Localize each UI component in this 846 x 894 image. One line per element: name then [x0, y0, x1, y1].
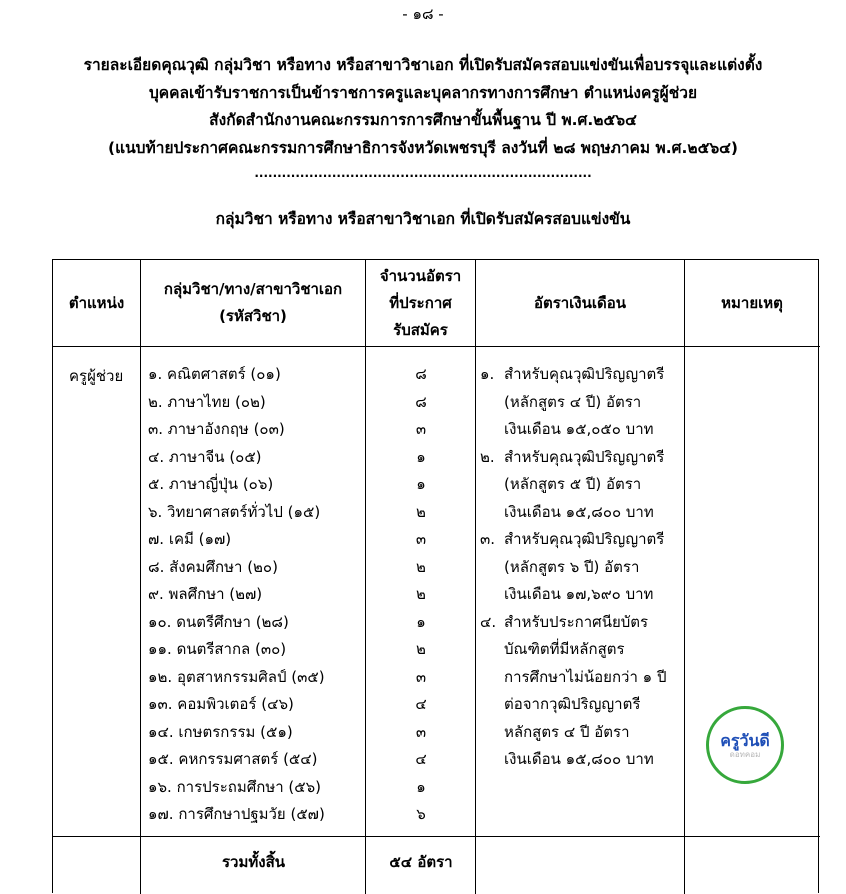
subject-item: ๑๕. คหกรรมศาสตร์ (๕๔) — [148, 750, 318, 768]
salary-item-number: ๔. — [480, 612, 497, 631]
count-value: ๒ — [416, 585, 426, 603]
watermark-logo — [706, 706, 784, 784]
header-line-2: บุคคลเข้ารับราชการเป็นข้าราชการครูและบุคลากรทางการศึกษา ตำแหน่งครูผู้ช่วย — [148, 83, 698, 102]
salary-item-number: ๑. — [480, 365, 495, 383]
header-count-label-2: ที่ประกาศ — [389, 293, 452, 312]
header-subject — [141, 260, 365, 346]
count-value: ๓ — [415, 420, 427, 438]
count-value: ๑ — [416, 447, 426, 466]
header-count-label-3: รับสมัคร — [393, 320, 448, 339]
salary-line: (หลักสูตร ๕ ปี) อัตรา — [504, 475, 642, 493]
section-subtitle: กลุ่มวิชา หรือทาง หรือสาขาวิชาเอก ที่เปิดรับสมัครสอบแข่งขัน — [215, 210, 631, 228]
salary-item — [480, 361, 680, 444]
header-count-label-1: จำนวนอัตรา — [379, 266, 462, 285]
subject-item: ๑๓. คอมพิวเตอร์ (๔๖) — [148, 695, 294, 713]
salary-item-number: ๒. — [480, 447, 495, 466]
header-subject-code-label: (รหัสวิชา) — [219, 307, 287, 325]
header-count — [366, 260, 475, 346]
subject-item: ๑๐. ดนตรีศึกษา (๒๘) — [148, 612, 289, 631]
subject-item: ๑๗. การศึกษาปฐมวัย (๕๗) — [148, 805, 325, 823]
salary-line: เงินเดือน ๑๕,๐๕๐ บาท — [504, 420, 654, 438]
column-divider — [684, 260, 685, 894]
subject-item: ๘. สังคมศึกษา (๒๐) — [148, 557, 278, 576]
salary-line: เงินเดือน ๑๕,๘๐๐ บาท — [504, 750, 654, 768]
total-label: รวมทั้งสิ้น — [222, 853, 285, 871]
salary-list — [480, 361, 680, 774]
subject-item: ๑๑. ดนตรีสากล (๓๐) — [148, 640, 287, 658]
subject-item: ๕. ภาษาญี่ปุ่น (๐๖) — [148, 475, 274, 493]
header-position — [53, 260, 140, 346]
count-value: ๓ — [415, 530, 427, 548]
subject-list — [148, 361, 325, 829]
header-remark-label: หมายเหตุ — [721, 293, 783, 312]
count-value: ๘ — [415, 365, 427, 383]
count-value: ๑ — [416, 612, 426, 631]
column-divider — [140, 260, 141, 894]
header-salary-label: อัตราเงินเดือน — [533, 293, 627, 312]
subject-item: ๑๔. เกษตรกรรม (๕๑) — [148, 722, 293, 741]
dotted-separator: .......................................................................... — [254, 166, 592, 180]
count-value: ๑ — [416, 475, 426, 493]
positions-table — [52, 259, 819, 893]
header-remark — [685, 260, 819, 346]
subject-item: ๓. ภาษาอังกฤษ (๐๓) — [148, 420, 285, 438]
salary-line: การศึกษาไม่น้อยกว่า ๑ ปี — [504, 667, 667, 686]
salary-line: สำหรับคุณวุฒิปริญญาตรี — [504, 447, 665, 466]
page-number: - ๑๘ - — [402, 5, 444, 23]
watermark-brand: ครูวันดี — [720, 730, 770, 750]
salary-line: สำหรับประกาศนียบัตร — [504, 612, 649, 631]
subject-item: ๙. พลศึกษา (๒๗) — [148, 585, 263, 603]
subject-item: ๑๒. อุตสาหกรรมศิลป์ (๓๕) — [148, 667, 325, 686]
subject-item: ๑. คณิตศาสตร์ (๐๑) — [148, 365, 281, 383]
subject-item: ๒. ภาษาไทย (๐๒) — [148, 392, 266, 411]
count-list — [366, 361, 476, 829]
total-row-border — [53, 836, 820, 837]
count-value: ๔ — [415, 750, 427, 768]
count-value: ๒ — [416, 640, 426, 658]
subject-item: ๖. วิทยาศาสตร์ทั่วไป (๑๕) — [148, 502, 321, 521]
salary-line: บัณฑิตที่มีหลักสูตร — [504, 640, 625, 658]
salary-line: สำหรับคุณวุฒิปริญญาตรี — [504, 365, 665, 383]
header-subject-label: กลุ่มวิชา/ทาง/สาขาวิชาเอก — [163, 280, 343, 298]
salary-line: เงินเดือน ๑๕,๘๐๐ บาท — [504, 502, 654, 521]
salary-line: ต่อจากวุฒิปริญญาตรี — [504, 695, 641, 713]
header-line-1: รายละเอียดคุณวุฒิ กลุ่มวิชา หรือทาง หรือสาขาวิชาเอก ที่เปิดรับสมัครสอบแข่งขันเพื่อบรรจุและแต่งตั้ง — [83, 56, 763, 74]
header-position-label: ตำแหน่ง — [68, 293, 125, 312]
subject-item: ๗. เคมี (๑๗) — [148, 530, 232, 548]
salary-item — [480, 444, 680, 527]
count-value: ๔ — [415, 695, 427, 713]
watermark-sub: ดอทคอม — [729, 749, 761, 759]
subject-item: ๑๖. การประถมศึกษา (๕๖) — [148, 777, 322, 796]
count-value: ๓ — [415, 722, 427, 741]
salary-item — [480, 526, 680, 609]
position-cell: ครูผู้ช่วย — [69, 367, 124, 385]
salary-line: (หลักสูตร ๖ ปี) อัตรา — [504, 557, 640, 576]
salary-item — [480, 609, 680, 774]
header-line-3: สังกัดสำนักงานคณะกรรมการการศึกษาขั้นพื้นฐาน ปี พ.ศ.๒๕๖๔ — [209, 111, 637, 129]
salary-line: เงินเดือน ๑๗,๖๙๐ บาท — [504, 585, 654, 603]
salary-item-number: ๓. — [480, 530, 496, 548]
salary-line: (หลักสูตร ๔ ปี) อัตรา — [504, 392, 642, 411]
count-value: ๘ — [415, 392, 427, 411]
salary-line: สำหรับคุณวุฒิปริญญาตรี — [504, 530, 665, 548]
header-line-4: (แนบท้ายประกาศคณะกรรมการศึกษาธิการจังหวัดเพชรบุรี ลงวันที่ ๒๘ พฤษภาคม พ.ศ.๒๕๖๔) — [108, 138, 738, 157]
count-value: ๑ — [416, 777, 426, 796]
count-value: ๒ — [416, 557, 426, 576]
header-salary — [476, 260, 684, 346]
count-value: ๓ — [415, 667, 427, 686]
header-bottom-border — [53, 346, 820, 347]
document-header — [0, 52, 846, 162]
salary-line: หลักสูตร ๔ ปี อัตรา — [504, 722, 630, 741]
count-value: ๖ — [416, 805, 426, 823]
count-value: ๒ — [416, 502, 426, 521]
total-value: ๕๔ อัตรา — [389, 853, 453, 871]
subject-item: ๔. ภาษาจีน (๐๕) — [148, 447, 262, 466]
